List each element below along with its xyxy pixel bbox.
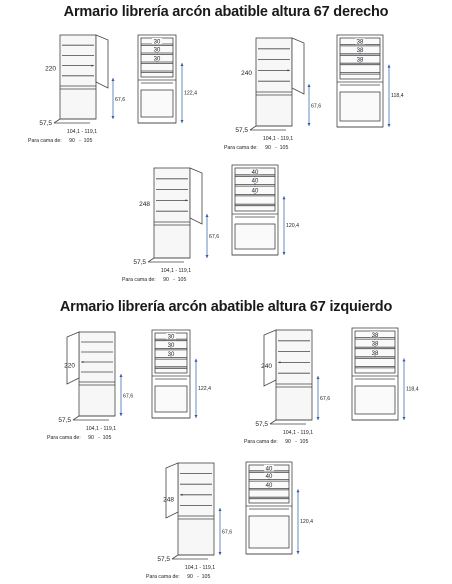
open-door-right	[292, 38, 304, 94]
shelf-spacing-label: 40	[265, 483, 273, 489]
chest-box	[155, 386, 187, 412]
interior-height-dim-head-bottom	[181, 120, 184, 123]
width-label: 104,1 - 119,1	[85, 426, 117, 432]
unit-right-220	[28, 35, 197, 144]
width-label: 104,1 - 119,1	[282, 430, 314, 436]
depth-line	[148, 258, 154, 262]
interior-height-dim-head-bottom	[388, 124, 391, 127]
interior-height-dim-head-top	[195, 359, 198, 362]
chest-box	[355, 386, 395, 414]
open-door-left	[264, 330, 276, 386]
bed-max: 105	[201, 574, 211, 580]
height-label: 220	[64, 362, 75, 370]
height-label: 240	[261, 362, 272, 370]
depth-label: 57,5	[157, 556, 170, 563]
interior-height-label: 120,4	[286, 223, 299, 230]
door-knob	[181, 494, 183, 496]
shelf-spacing-label: 40	[251, 169, 259, 176]
cabinet-body	[178, 463, 214, 555]
door-knob	[287, 70, 289, 72]
bed-max: 105	[102, 435, 112, 441]
door-height-label: 67,6	[209, 234, 220, 241]
bed-label: Para cama de:	[28, 138, 62, 144]
chest-box	[235, 224, 275, 249]
shelf-spacing-label: 38	[371, 341, 379, 348]
interior-height-dim-head-top	[181, 63, 184, 66]
door-height-dim-head-top	[120, 374, 123, 377]
interior-height-label: 120,4	[300, 518, 313, 525]
interior-height-label: 122,4	[184, 90, 197, 97]
open-door-left	[166, 463, 178, 518]
shelf-spacing-label: 30	[153, 47, 161, 54]
shelf-spacing-label: 40	[265, 466, 273, 473]
door-height-dim-head-bottom	[112, 116, 115, 119]
depth-label: 57,5	[58, 417, 71, 424]
interior-height-label: 118,4	[406, 386, 419, 393]
bed-sep: -	[79, 138, 81, 144]
section-title-left: Armario librería arcón abatible altura 67 izquierdo	[59, 299, 393, 315]
depth-line	[250, 126, 256, 130]
depth-line	[270, 420, 276, 424]
unit-left-220	[47, 330, 211, 441]
bed-min: 90	[285, 439, 291, 445]
interior-height-dim-head-bottom	[403, 417, 406, 420]
shelf-spacing-label: 30	[167, 352, 175, 358]
chest-box	[141, 90, 173, 117]
interior-height-label: 118,4	[391, 93, 404, 100]
shelf-spacing-label: 38	[371, 332, 379, 339]
door-knob	[185, 200, 187, 202]
interior-height-dim-head-top	[403, 358, 406, 361]
width-label: 104,1 - 119,1	[66, 129, 98, 135]
bed-sep: -	[197, 574, 199, 580]
bed-max: 105	[299, 439, 309, 445]
bed-label: Para cama de:	[244, 439, 278, 445]
shelf-spacing-label: 38	[356, 39, 364, 46]
bed-sep: -	[98, 435, 100, 441]
interior-height-dim-head-top	[297, 489, 300, 492]
door-knob	[82, 361, 84, 363]
door-height-dim-head-top	[219, 508, 222, 511]
open-door-left	[67, 332, 79, 384]
depth-label: 57,5	[235, 127, 248, 134]
cabinet-body	[79, 332, 115, 416]
door-height-dim-head-bottom	[317, 417, 320, 420]
door-knob	[279, 362, 281, 364]
door-knob	[91, 65, 93, 67]
door-height-label: 67,6	[123, 393, 134, 400]
shelf-spacing-label: 30	[167, 342, 175, 349]
unit-right-240	[224, 35, 404, 151]
door-height-dim-head-top	[308, 84, 311, 87]
shelf-spacing-label: 30	[153, 56, 161, 63]
door-height-label: 67,6	[320, 396, 331, 403]
shelf-spacing-label: 30	[153, 39, 161, 46]
bed-label: Para cama de:	[122, 277, 156, 283]
bed-min: 90	[163, 277, 169, 283]
interior-height-dim-head-top	[388, 65, 391, 68]
height-label: 240	[241, 69, 252, 77]
chest-box	[340, 92, 380, 121]
door-height-dim-head-top	[317, 376, 320, 379]
interior-height-dim-head-bottom	[297, 551, 300, 554]
shelf-spacing-label: 38	[356, 57, 364, 64]
chest-box	[249, 516, 289, 548]
door-height-dim-head-bottom	[308, 123, 311, 126]
cabinet-body	[276, 330, 312, 420]
shelf-spacing-label: 40	[265, 474, 273, 481]
bed-min: 90	[69, 138, 75, 144]
door-height-dim-head-top	[206, 214, 209, 217]
interior-height-label: 122,4	[198, 385, 211, 392]
depth-line	[54, 119, 60, 123]
unit-left-240	[244, 328, 419, 445]
bed-label: Para cama de:	[224, 145, 258, 151]
door-height-dim-head-bottom	[219, 552, 222, 555]
width-label: 104,1 - 119,1	[184, 565, 216, 571]
bed-max: 105	[83, 138, 93, 144]
depth-line	[172, 555, 178, 559]
shelf-spacing-label: 40	[251, 178, 259, 185]
cabinet-body	[154, 168, 190, 258]
height-label: 248	[139, 200, 150, 208]
shelf-spacing-label: 38	[356, 48, 364, 55]
door-height-dim-head-top	[112, 78, 115, 81]
open-door-right	[190, 168, 202, 224]
interior-height-dim-head-bottom	[283, 252, 286, 255]
section-title-right: Armario librería arcón abatible altura 67 derecho	[63, 4, 389, 20]
bed-label: Para cama de:	[47, 435, 81, 441]
depth-line	[73, 416, 79, 420]
bed-max: 105	[177, 277, 187, 283]
cabinet-body	[256, 38, 292, 126]
open-door-right	[96, 35, 108, 88]
shelf-spacing-label: 30	[167, 334, 175, 341]
bed-min: 90	[265, 145, 271, 151]
width-label: 104,1 - 119,1	[160, 268, 192, 274]
height-label: 220	[45, 65, 56, 73]
door-height-label: 67,6	[311, 103, 322, 110]
bed-sep: -	[173, 277, 175, 283]
height-label: 248	[163, 496, 174, 504]
door-height-label: 67,6	[222, 529, 233, 536]
width-label: 104,1 - 119,1	[262, 136, 294, 142]
depth-label: 57,5	[255, 421, 268, 428]
bed-sep: -	[275, 145, 277, 151]
bed-min: 90	[187, 574, 193, 580]
shelf-spacing-label: 38	[371, 351, 379, 357]
unit-left-248	[146, 462, 313, 580]
bed-label: Para cama de:	[146, 574, 180, 580]
door-height-dim-head-bottom	[120, 413, 123, 416]
bed-min: 90	[88, 435, 94, 441]
bed-sep: -	[295, 439, 297, 445]
shelf-spacing-label: 40	[251, 188, 259, 195]
depth-label: 57,5	[133, 259, 146, 266]
cabinet-body	[60, 35, 96, 119]
bed-max: 105	[279, 145, 289, 151]
interior-height-dim-head-bottom	[195, 415, 198, 418]
depth-label: 57,5	[39, 120, 52, 127]
door-height-label: 67,6	[115, 96, 126, 103]
door-height-dim-head-bottom	[206, 255, 209, 258]
interior-height-dim-head-top	[283, 196, 286, 199]
unit-right-248	[122, 165, 299, 283]
